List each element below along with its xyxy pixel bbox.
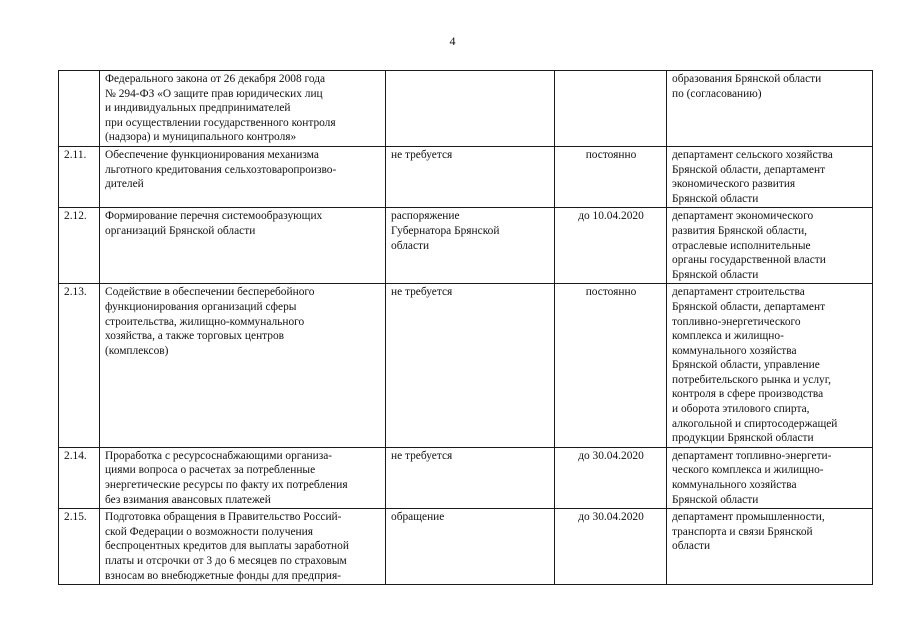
document-cell: не требуется: [386, 284, 555, 448]
responsible-cell: департамент строительства Брянской области, департамент топливно-энергетического комплекса и жилищно- коммунального хозяйства Брянской области, управление потребительского рынка и услуг, контроля в сфере производства и оборота этилового спирта, алкогольной и спиртосодержащей продукции Брянской области: [667, 284, 873, 448]
task-cell: Обеспечение функционирования механизма льготного кредитования сельхозтоваропроизво- дителей: [100, 146, 386, 207]
deadline-cell: [555, 71, 667, 147]
task-cell: Проработка с ресурсоснабжающими организа- циями вопроса о расчетах за потребленные энергетические ресурсы по факту их потребления без взимания авансовых платежей: [100, 447, 386, 508]
page-number: 4: [449, 34, 456, 48]
table-row: [59, 71, 873, 147]
table-row: [59, 447, 873, 508]
responsible-cell: департамент топливно-энергети- ческого комплекса и жилищно- коммунального хозяйства Брянской области: [667, 447, 873, 508]
responsible-cell: департамент сельского хозяйства Брянской области, департамент экономического развития Брянской области: [667, 146, 873, 207]
responsible-cell: образования Брянской области по (согласованию): [667, 71, 873, 147]
document-cell: не требуется: [386, 447, 555, 508]
deadline-cell: до 30.04.2020: [555, 509, 667, 585]
row-number: 2.11.: [59, 146, 100, 207]
document-cell: [386, 71, 555, 147]
deadline-cell: постоянно: [555, 284, 667, 448]
row-number: [59, 71, 100, 147]
table-row: [59, 208, 873, 284]
row-number: 2.12.: [59, 208, 100, 284]
task-cell: Подготовка обращения в Правительство Россий- ской Федерации о возможности получения беспроцентных кредитов для выплаты заработной платы и отсрочки от 3 до 6 месяцев по страховым взносам во внебюджетные фонды для предприя-: [100, 509, 386, 585]
row-number: 2.14.: [59, 447, 100, 508]
responsible-cell: департамент промышленности, транспорта и связи Брянской области: [667, 509, 873, 585]
row-number: 2.15.: [59, 509, 100, 585]
document-cell: распоряжение Губернатора Брянской области: [386, 208, 555, 284]
document-cell: не требуется: [386, 146, 555, 207]
responsible-cell: департамент экономического развития Брянской области, отраслевые исполнительные органы государственной власти Брянской области: [667, 208, 873, 284]
task-cell: Федерального закона от 26 декабря 2008 года № 294-ФЗ «О защите прав юридических лиц и индивидуальных предпринимателей при осуществлении государственного контроля (надзора) и муниципального контроля»: [100, 71, 386, 147]
deadline-cell: до 30.04.2020: [555, 447, 667, 508]
table-row: [59, 146, 873, 207]
measures-table: [58, 70, 873, 585]
document-cell: обращение: [386, 509, 555, 585]
deadline-cell: постоянно: [555, 146, 667, 207]
row-number: 2.13.: [59, 284, 100, 448]
deadline-cell: до 10.04.2020: [555, 208, 667, 284]
table-row: [59, 284, 873, 448]
table-row: [59, 509, 873, 585]
task-cell: Формирование перечня системообразующих организаций Брянской области: [100, 208, 386, 284]
task-cell: Содействие в обеспечении бесперебойного функционирования организаций сферы строительства, жилищно-коммунального хозяйства, а также торговых центров (комплексов): [100, 284, 386, 448]
